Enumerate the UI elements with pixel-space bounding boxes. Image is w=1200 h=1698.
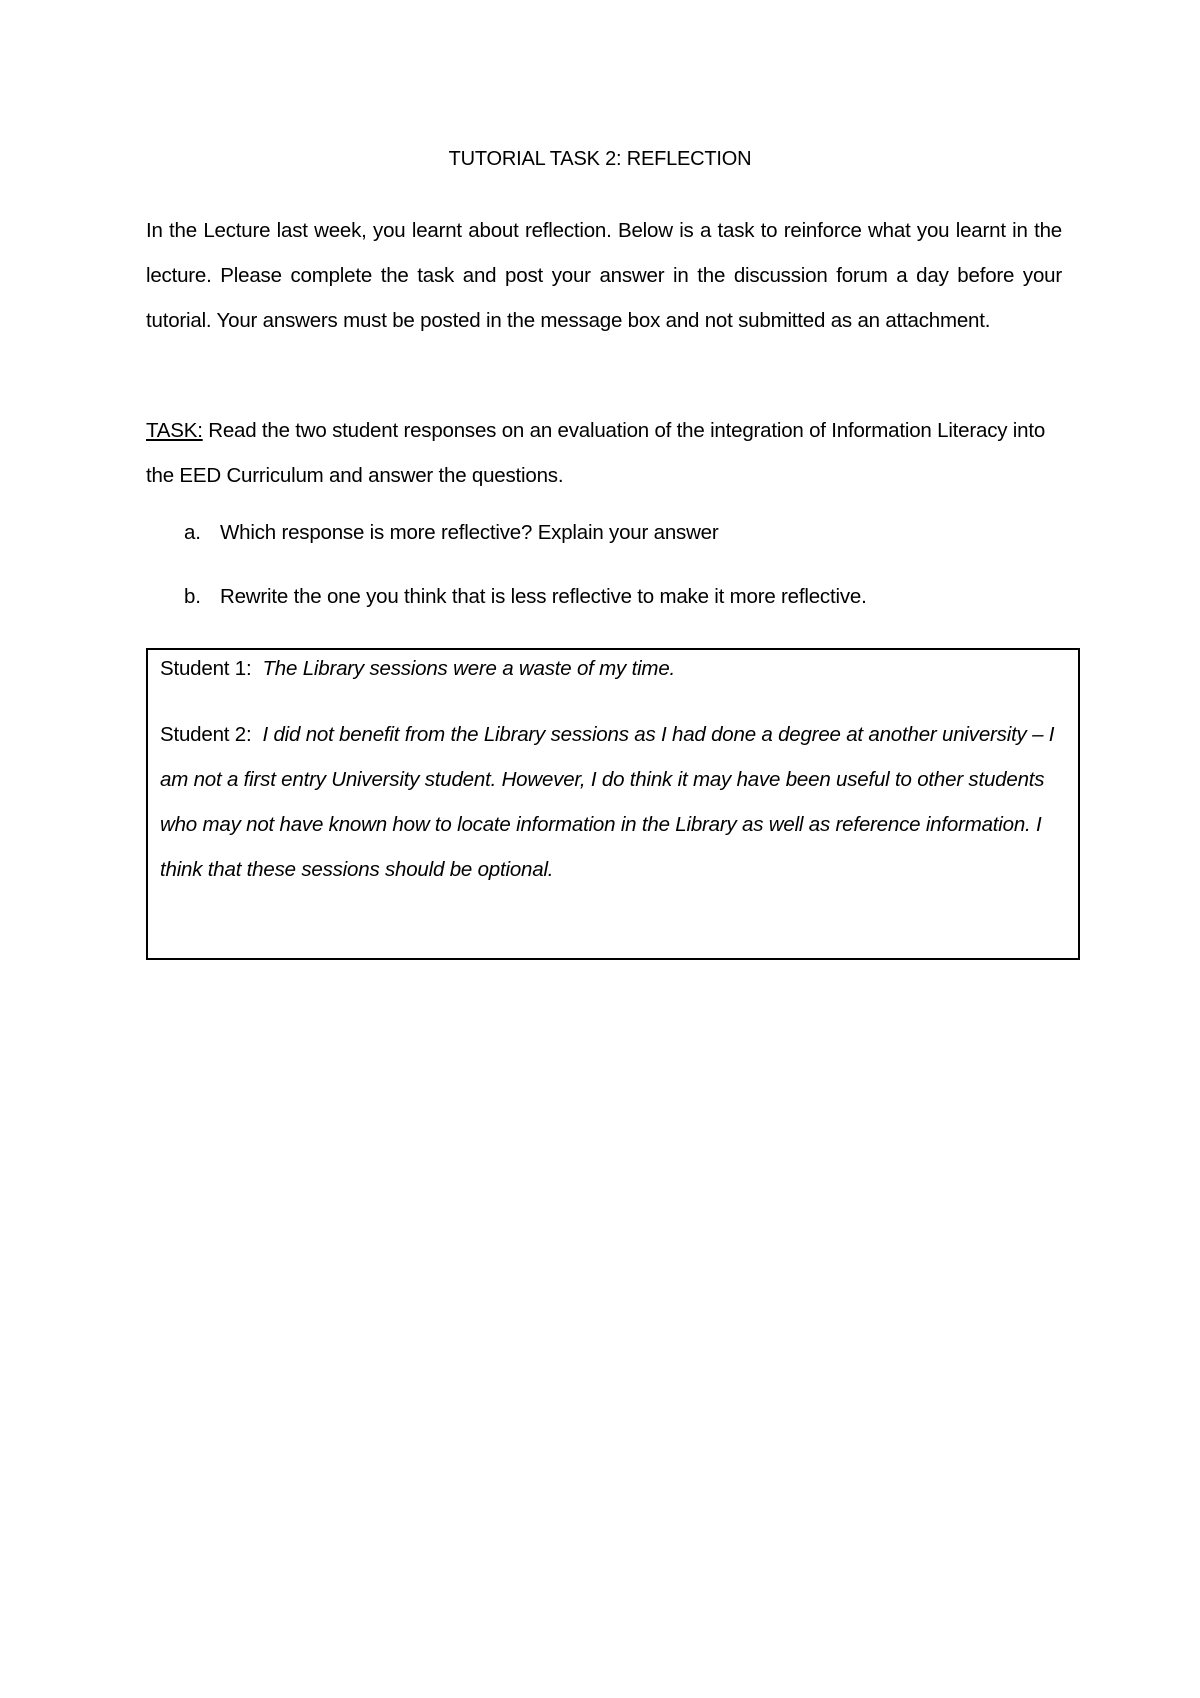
task-label: TASK: <box>146 419 203 442</box>
student-response-1 <box>160 652 1066 686</box>
question-item <box>146 516 1062 580</box>
student-response-text: The Library sessions were a waste of my time. <box>262 657 676 680</box>
question-text: Rewrite the one you think that is less reflective to make it more reflective. <box>220 585 867 608</box>
student-label: Student 1: <box>160 657 252 680</box>
student-responses-box <box>146 648 1080 960</box>
question-item <box>146 580 1062 644</box>
question-marker: a. <box>184 521 201 544</box>
student-label: Student 2: <box>160 723 252 746</box>
page-title: TUTORIAL TASK 2: REFLECTION <box>448 148 752 170</box>
task-text: Read the two student responses on an evaluation of the integration of Information Literacy into the EED Curriculum and answer the questions. <box>146 419 1046 487</box>
question-text: Which response is more reflective? Explain your answer <box>220 521 719 544</box>
student-response-2 <box>160 712 1066 892</box>
intro-paragraph: In the Lecture last week, you learnt about reflection. Below is a task to reinforce what you learnt in the lecture. Please complete the task and post your answer in the discussion forum a day before your tutorial. Your answers must be posted in the message box and not submitted as an attachment. <box>146 219 1062 332</box>
question-list <box>146 516 1062 644</box>
student-response-text: I did not benefit from the Library sessions as I had done a degree at another university – I am not a first entry University student. However, I do think it may have been useful to other students who may not have known how to locate information in the Library as well as reference information. I think that these sessions should be optional. <box>160 723 1055 881</box>
task-paragraph <box>146 408 1062 498</box>
question-marker: b. <box>184 585 201 608</box>
